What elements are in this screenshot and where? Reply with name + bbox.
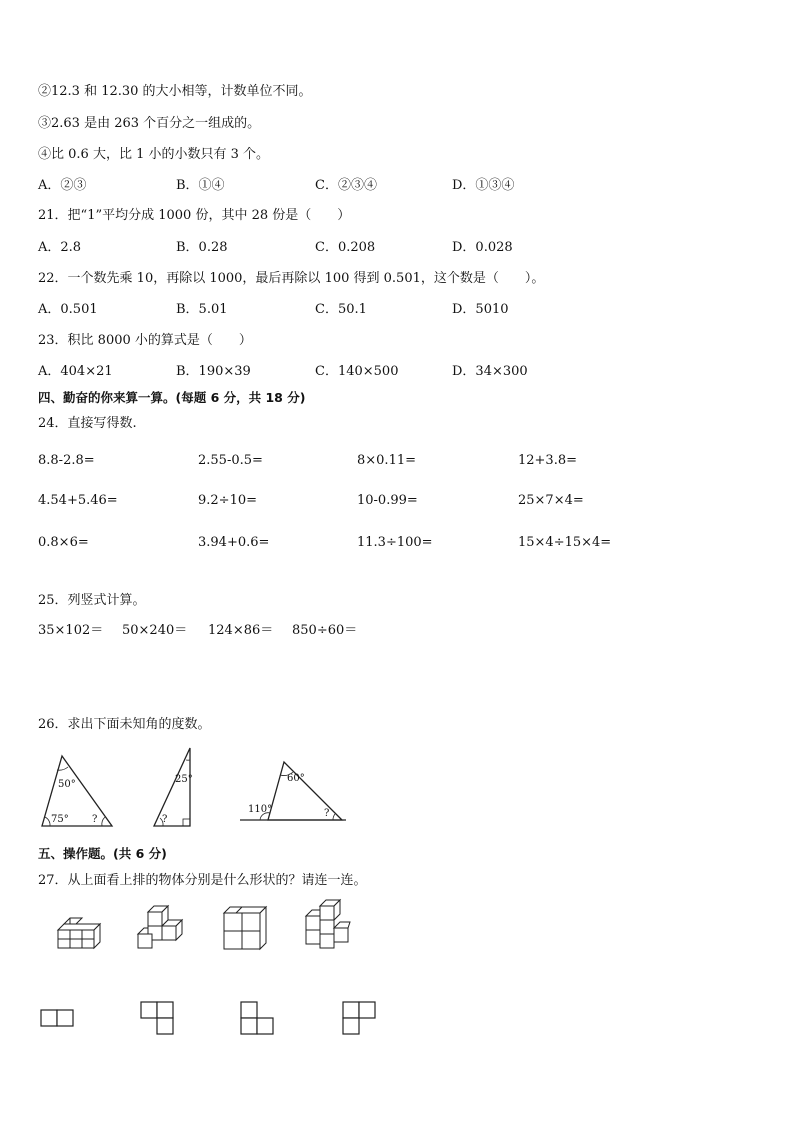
q24-item: 8.8-2.8=	[38, 453, 95, 468]
fig3-exterior-angle-label: 110°	[248, 804, 273, 815]
q20-statement-4: ④比 0.6 大，比 1 小的小数只有 3 个。	[38, 147, 270, 162]
cube-object-1	[56, 916, 104, 950]
q24-question: 24．直接写得数.	[38, 416, 137, 431]
q24-item: 0.8×6=	[38, 535, 89, 550]
q27-question: 27．从上面看上排的物体分别是什么形状的？请连一连。	[38, 873, 367, 888]
q24-item: 25×7×4=	[518, 493, 584, 508]
q23-option-d: D．34×300	[452, 364, 528, 379]
fig1-angle-top-label: 50°	[58, 779, 76, 790]
q24-item: 4.54+5.46=	[38, 493, 118, 508]
fig3-angle-top-label: 60°	[287, 773, 305, 784]
q21-question: 21．把“1”平均分成 1000 份，其中 28 份是（ ）	[38, 208, 351, 223]
q25-item: 850÷60＝	[292, 623, 358, 638]
triangle-figure-3	[238, 758, 350, 826]
q21-option-a: A．2.8	[38, 240, 82, 255]
fig1-unknown-label: ?	[92, 814, 98, 825]
q24-item: 3.94+0.6=	[198, 535, 270, 550]
q21-option-b: B．0.28	[176, 240, 228, 255]
triangle-figure-2	[150, 746, 198, 830]
q23-option-a: A．404×21	[38, 364, 113, 379]
q23-option-b: B．190×39	[176, 364, 251, 379]
q22-option-b: B．5.01	[176, 302, 228, 317]
cube-object-3	[222, 905, 268, 951]
q24-item: 12+3.8=	[518, 453, 578, 468]
q23-question: 23．积比 8000 小的算式是（ ）	[38, 333, 252, 348]
top-view-shape-3	[238, 1000, 278, 1036]
q22-question: 22．一个数先乘 10，再除以 1000，最后再除以 100 得到 0.501，这个数是（ ）。	[38, 271, 545, 286]
fig2-angle-top-label: 25°	[175, 774, 193, 785]
q20-option-c: C．②③④	[315, 178, 377, 193]
q25-item: 124×86＝	[208, 623, 274, 638]
fig1-angle-left-label: 75°	[51, 814, 69, 825]
cube-object-2	[136, 904, 188, 952]
q24-item: 8×0.11=	[357, 453, 417, 468]
section-5-title: 五、操作题。(共 6 分)	[38, 846, 167, 861]
q22-option-c: C．50.1	[315, 302, 367, 317]
top-view-shape-1	[40, 1008, 76, 1030]
q25-item: 50×240＝	[122, 623, 188, 638]
top-view-shape-2	[138, 1000, 178, 1036]
q21-option-d: D．0.028	[452, 240, 513, 255]
section-4-title: 四、勤奋的你来算一算。(每题 6 分，共 18 分)	[38, 390, 306, 405]
q20-statement-3: ③2.63 是由 263 个百分之一组成的。	[38, 116, 261, 131]
q25-question: 25．列竖式计算。	[38, 593, 146, 608]
q26-question: 26．求出下面未知角的度数。	[38, 717, 211, 732]
q20-option-a: A．②③	[38, 178, 87, 193]
q24-item: 11.3÷100=	[357, 535, 433, 550]
q22-option-d: D．5010	[452, 302, 509, 317]
fig3-unknown-label: ?	[324, 808, 330, 819]
q24-item: 10-0.99=	[357, 493, 418, 508]
q22-option-a: A．0.501	[38, 302, 98, 317]
q23-option-c: C．140×500	[315, 364, 399, 379]
cube-object-4	[300, 898, 354, 952]
q24-item: 2.55-0.5=	[198, 453, 263, 468]
q20-option-b: B．①④	[176, 178, 225, 193]
q20-option-d: D．①③④	[452, 178, 515, 193]
q24-item: 15×4÷15×4=	[518, 535, 612, 550]
q24-item: 9.2÷10=	[198, 493, 258, 508]
top-view-shape-4	[340, 1000, 380, 1036]
q25-item: 35×102＝	[38, 623, 104, 638]
q20-statement-2: ②12.3 和 12.30 的大小相等，计数单位不同。	[38, 84, 312, 99]
q21-option-c: C．0.208	[315, 240, 376, 255]
fig2-unknown-label: ?	[162, 814, 168, 825]
triangle-figure-1	[40, 754, 116, 830]
